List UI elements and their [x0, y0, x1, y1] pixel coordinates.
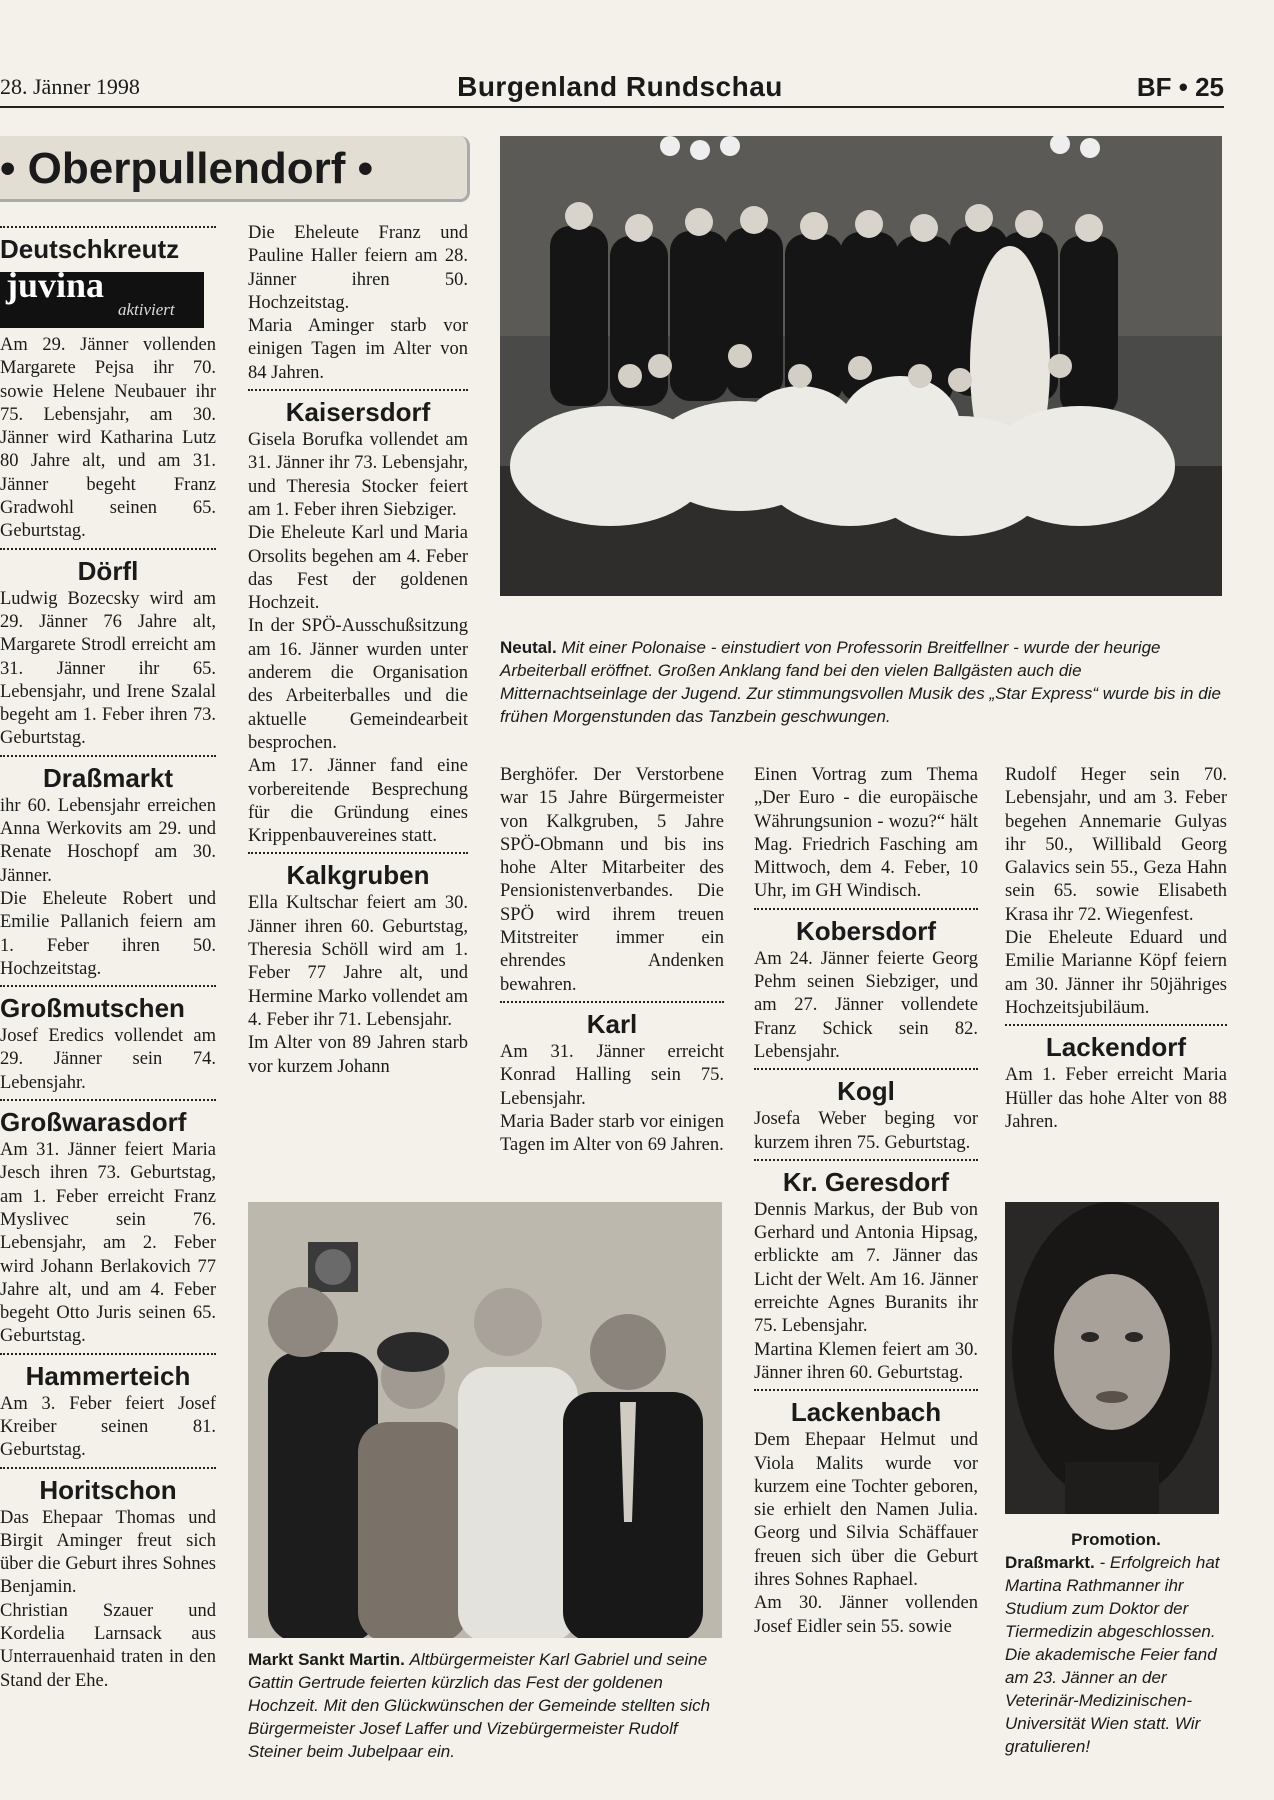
- caption-place: Draßmarkt.: [1005, 1553, 1095, 1572]
- caption-golden-wedding: [248, 1648, 722, 1763]
- town-heading-kaisersdorf: Kaisersdorf: [285, 397, 431, 428]
- article-text: Das Ehepaar Thomas und Birgit Aminger freut sich über die Geburt ihres Sohnes Benjamin.: [0, 1507, 216, 1598]
- town-heading-kr-geresdorf: Kr. Geresdorf: [782, 1166, 950, 1197]
- town-heading-karl: Karl: [586, 1008, 638, 1039]
- article-text: Christian Szauer und Kordelia Larnsack aus Unterrauenhaid traten in den Stand der Ehe.: [0, 1600, 216, 1691]
- article-text: Am 24. Jänner feierte Georg Pehm seinen Siebziger, und am 27. Jänner vollendete Franz Schick sein 82. Lebensjahr.: [754, 948, 978, 1062]
- divider: [754, 908, 978, 910]
- article-text: Berghöfer. Der Verstorbene war 15 Jahre Bürgermeister von Kalkgruben, 5 Jahre SPÖ-Obmann und bis ins hohe Alter Mitarbeiter des Pensionistenverbandes. Die SPÖ wird ihrem treuen Mitstreiter immer ein ehrendes Andenken bewahren.: [500, 765, 724, 995]
- town-heading-doerfl: Dörfl: [77, 555, 139, 586]
- divider: [754, 1389, 978, 1391]
- caption-ball-group: [500, 636, 1222, 728]
- town-heading-deutschkreutz: Deutschkreutz: [0, 234, 180, 264]
- divider: [0, 1353, 216, 1355]
- article-text: Am 29. Jänner vollenden Margarete Pejsa ihr 70. sowie Helene Neubauer ihr 75. Lebensjahr, am 30. Jänner wird Katharina Lutz 80 Jahre alt, und am 31. Jänner begeht Franz Gradwohl seinen 65. Geburtstag.: [0, 335, 216, 542]
- divider: [1005, 1024, 1227, 1026]
- article-text: Die Eheleute Karl und Maria Orsolits begehen am 4. Feber das Fest der goldenen Hochzeit.: [248, 523, 468, 614]
- juvina-logo-sub: aktiviert: [118, 300, 175, 319]
- article-text: Ludwig Bozecsky wird am 29. Jänner 76 Jahre alt, Margarete Strodl erreicht am 31. Jänner ihr 65. Lebensjahr, und Irene Szalal begeht am 1. Feber ihren 73. Geburtstag.: [0, 588, 216, 749]
- article-text: In der SPÖ-Ausschußsitzung am 16. Jänner wurden unter anderem die Organisation des Arbeiterballes und die aktuelle Gemeindearbeit besprochen.: [248, 616, 468, 753]
- article-text: Josef Eredics vollendet am 29. Jänner sein 74. Lebensjahr.: [0, 1026, 216, 1093]
- town-heading-kalkgruben: Kalkgruben: [286, 860, 430, 891]
- article-text: Am 31. Jänner erreicht Konrad Halling sein 75. Lebensjahr.: [500, 1041, 724, 1109]
- article-text: Ella Kultschar feiert am 30. Jänner ihren 60. Geburtstag, Theresia Schöll wird am 1. Feber 77 Jahre alt, und Hermine Marko vollendet am 4. Feber ihr 71. Lebensjahr.: [248, 893, 468, 1030]
- issue-date: 28. Jänner 1998: [0, 74, 140, 99]
- column-2: [248, 222, 468, 1079]
- column-3: [500, 764, 724, 1157]
- divider: [248, 389, 468, 391]
- town-heading-kobersdorf: Kobersdorf: [795, 915, 937, 946]
- column-1: [0, 222, 216, 1693]
- section-title: • Oberpullendorf •: [0, 144, 374, 193]
- section-banner: [0, 136, 470, 202]
- divider: [0, 1467, 216, 1469]
- divider: [0, 548, 216, 550]
- article-text: Einen Vortrag zum Thema „Der Euro - die europäische Währungsunion - wozu?“ hält Mag. Friedrich Fasching am Mittwoch, dem 4. Feber, 10 Uhr, im GH Windisch.: [754, 765, 978, 902]
- town-heading-hammerteich: Hammerteich: [25, 1360, 191, 1391]
- divider: [0, 226, 216, 228]
- caption-text: Altbürgermeister Karl Gabriel und seine Gattin Gertrude feierten kürzlich das Fest der goldenen Hochzeit. Mit den Glückwünschen der Gemeinde stellten sich Bürgermeister Josef Laffer und Vizebürgermeister Rudolf Steiner beim Jubelpaar ein.: [248, 1650, 711, 1761]
- divider: [754, 1068, 978, 1070]
- photo-ball-group-image: [500, 136, 1222, 596]
- article-text: ihr 60. Lebensjahr erreichen Anna Werkovits am 29. und Renate Hoschopf am 30. Jänner.: [0, 795, 216, 886]
- caption-text: - Erfolgreich hat Martina Rathmanner ihr Studium zum Doktor der Tiermedizin abgeschlossen. Die akademische Feier fand am 23. Jänner an der Veterinär-Medizinischen-Universität Wien statt. Wir gratulieren!: [1005, 1553, 1220, 1756]
- town-heading-horitschon: Horitschon: [39, 1474, 177, 1505]
- article-text: Am 30. Jänner vollenden Josef Eidler sein 55. sowie: [754, 1593, 978, 1637]
- town-heading-lackenbach: Lackenbach: [790, 1397, 942, 1428]
- divider: [754, 1159, 978, 1161]
- caption-place: Markt Sankt Martin.: [248, 1650, 405, 1669]
- article-text: Gisela Borufka vollendet am 31. Jänner ihr 73. Lebensjahr, und Theresia Stocker feiert am 1. Feber ihren Siebziger.: [248, 430, 468, 520]
- column-4: [754, 764, 978, 1639]
- page-number: BF • 25: [1136, 72, 1224, 102]
- juvina-logo-word: juvina: [6, 265, 105, 305]
- photo-ball-group: [500, 136, 1222, 596]
- divider: [0, 1099, 216, 1101]
- photo-golden-wedding-image: [248, 1202, 722, 1638]
- header-rule: [0, 106, 1224, 108]
- photo-portrait-image: [1005, 1202, 1219, 1514]
- article-text: Maria Bader starb vor einigen Tagen im Alter von 69 Jahren.: [500, 1111, 724, 1156]
- article-text: Am 31. Jänner feiert Maria Jesch ihren 73. Geburtstag, am 1. Feber erreicht Franz Myslivec sein 76. Lebensjahr, am 2. Feber wird Johann Berlakovich 77 Jahre alt, und am 4. Feber begeht Otto Juris seinen 65. Geburtstag.: [0, 1140, 216, 1347]
- caption-promo-label: Promotion.: [1071, 1530, 1161, 1549]
- town-heading-grossmutschen: Großmutschen: [0, 993, 185, 1024]
- photo-portrait: [1005, 1202, 1219, 1514]
- article-text: Rudolf Heger sein 70. Lebensjahr, und am 3. Feber begehen Annemarie Gulyas ihr 50., Willibald Georg Galavics sein 55., Geza Hahn sein 65. sowie Elisabeth Krasa ihr 72. Wiegenfest.: [1005, 765, 1227, 925]
- article-text: Martina Klemen feiert am 30. Jänner ihren 60. Geburtstag.: [754, 1339, 978, 1383]
- divider: [500, 1001, 724, 1003]
- article-text: Die Eheleute Franz und Pauline Haller feiern am 28. Jänner ihren 50. Hochzeitstag.: [248, 223, 468, 313]
- caption-place: Neutal.: [500, 638, 557, 657]
- town-heading-lackendorf: Lackendorf: [1045, 1032, 1187, 1063]
- article-text: Maria Aminger starb vor einigen Tagen im Alter von 84 Jahren.: [248, 316, 468, 383]
- column-5: [1005, 764, 1227, 1134]
- photo-golden-wedding: [248, 1202, 722, 1638]
- article-text: Am 17. Jänner fand eine vorbereitende Besprechung für die Gründung eines Krippenbauvereines statt.: [248, 756, 468, 847]
- article-text: Dennis Markus, der Bub von Gerhard und Antonia Hipsag, erblickte am 7. Jänner das Licht der Welt. Am 16. Jänner erreichte Agnes Buranits ihr 75. Lebensjahr.: [754, 1199, 978, 1337]
- article-text: Am 3. Feber feiert Josef Kreiber seinen 81. Geburtstag.: [0, 1393, 216, 1461]
- divider: [0, 755, 216, 757]
- town-heading-drassmarkt: Draßmarkt: [42, 762, 174, 793]
- article-text: Josefa Weber beging vor kurzem ihren 75. Geburtstag.: [754, 1109, 978, 1153]
- caption-text: Mit einer Polonaise - einstudiert von Professorin Breitfellner - wurde der heurige Arbeiterball eröffnet. Großen Anklang fand bei den vielen Ballgästen auch die Mitternachtseinlage der Jugend. Zur stimmungsvollen Musik des „Star Express“ wurde bis in die frühen Morgenstunden das Tanzbein geschwungen.: [500, 638, 1221, 726]
- article-text: Im Alter von 89 Jahren starb vor kurzem Johann: [248, 1033, 468, 1077]
- juvina-logo: [0, 265, 204, 328]
- town-heading-grosswarasdorf: Großwarasdorf: [0, 1107, 187, 1138]
- town-heading-kogl: Kogl: [837, 1076, 895, 1107]
- article-text: Dem Ehepaar Helmut und Viola Malits wurde vor kurzem eine Tochter geboren, sie erhielt den Namen Julia. Georg und Silvia Schäffauer freuen sich über die Geburt ihres Sohnes Raphael.: [754, 1430, 978, 1591]
- newspaper-title: Burgenland Rundschau: [457, 71, 783, 102]
- article-text: Die Eheleute Robert und Emilie Pallanich feiern am 1. Feber ihren 50. Hochzeitstag.: [0, 888, 216, 979]
- caption-portrait: [1005, 1528, 1227, 1758]
- article-text: Am 1. Feber erreicht Maria Hüller das hohe Alter von 88 Jahren.: [1005, 1065, 1227, 1132]
- divider: [0, 985, 216, 987]
- divider: [248, 852, 468, 854]
- article-text: Die Eheleute Eduard und Emilie Marianne Köpf feiern am 30. Jänner ihr 50jähriges Hochzeitsjubiläum.: [1005, 928, 1227, 1018]
